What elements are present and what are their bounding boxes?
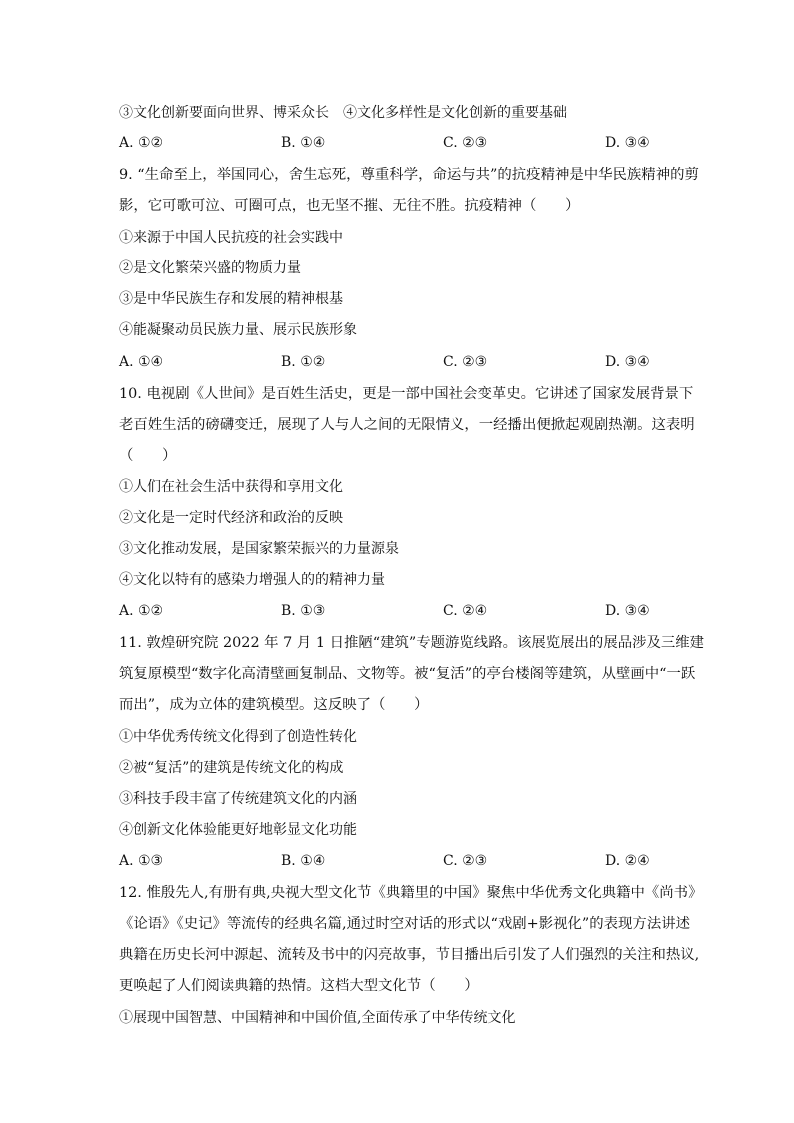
option-line: ④能凝聚动员民族力量、展示民族形象 [119,322,357,338]
option-line: ①人们在社会生活中获得和享用文化 [119,479,343,495]
choice-b: B. ①② [281,354,326,370]
option-line: ②被“复活”的建筑是传统文化的构成 [119,760,344,776]
option-line: ④创新文化体验能更好地彰显文化功能 [119,822,357,838]
option-line: ②是文化繁荣兴盛的物质力量 [119,260,301,276]
question-11-stem: 11. 敦煌研究院 2022 年 7 月 1 日推陋“建筑”专题游览线路。该展览展出的展品涉及三维建 [119,635,705,651]
option-line: ②文化是一定时代经济和政治的反映 [119,510,343,526]
answer-choices [119,133,679,153]
choice-d: D. ③④ [605,603,650,619]
choice-c: C. ②③ [443,354,488,370]
option-line: ①来源于中国人民抗疫的社会实践中 [119,230,343,246]
question-9-stem: 影，它可歌可泣、可圈可点，也无坚不摧、无往不胜。抗疫精神（ ） [119,198,580,214]
choice-d: D. ②④ [605,853,650,869]
choice-c: C. ②④ [443,603,488,619]
question-11-stem: 而出”，成为立体的建筑模型。这反映了（ ） [119,697,429,713]
answer-choices [119,851,679,871]
question-10-stem: 10. 电视剧《人世间》是百姓生活史，更是一部中国社会变革史。它讲述了国家发展背景下 [119,386,694,402]
question-12-stem: 《论语》《史记》等流传的经典名篇,通过时空对话的形式以“戏剧+影视化”的表现方法讲述 [119,916,690,932]
question-12-stem: 典籍在历史长河中源起、流转及书中的闪亮故事，节目播出后引发了人们强烈的关注和热议, [119,947,700,963]
choice-a: A. ①② [119,135,164,151]
question-12-stem: 12. 惟殷先人,有册有典,央视大型文化节《典籍里的中国》聚焦中华优秀文化典籍中《尚书》 [119,885,703,901]
option-line: ④文化以特有的感染力增强人的的精神力量 [119,572,385,588]
choice-a: A. ①④ [119,354,164,370]
choice-b: B. ①③ [281,603,326,619]
option-line: ③文化创新要面向世界、博采众长 ④文化多样性是文化创新的重要基础 [119,105,567,121]
question-10-stem: 老百姓生活的磅礴变迁，展现了人与人之间的无限情义，一经播出便掀起观剧热潮。这表明 [119,417,695,433]
question-12-stem: 更唤起了人们阅读典籍的热情。这档大型文化节（ ） [119,978,479,994]
question-11-stem: 筑复原模型“数字化高清壁画复制品、文物等。被“复活”的亭台楼阁等建筑，从壁画中“一跃 [119,666,696,682]
choice-b: B. ①④ [281,135,326,151]
question-10-stem: （ ） [119,448,177,464]
question-9-stem: 9. “生命至上，举国同心，舍生忘死，尊重科学，命运与共”的抗疫精神是中华民族精神的剪 [119,167,699,183]
choice-d: D. ③④ [605,135,650,151]
answer-choices [119,352,679,372]
choice-a: A. ①③ [119,853,164,869]
choice-c: C. ②③ [443,853,488,869]
answer-choices [119,601,679,621]
option-line: ③科技手段丰富了传统建筑文化的内涵 [119,791,357,807]
option-line: ③是中华民族生存和发展的精神根基 [119,291,343,307]
choice-d: D. ③④ [605,354,650,370]
option-line: ③文化推动发展，是国家繁荣振兴的力量源泉 [119,541,399,557]
option-line: ①中华优秀传统文化得到了创造性转化 [119,729,357,745]
choice-a: A. ①② [119,603,164,619]
choice-c: C. ②③ [443,135,488,151]
option-line: ①展现中国智慧、中国精神和中国价值,全面传承了中华传统文化 [119,1010,516,1026]
choice-b: B. ①④ [281,853,326,869]
